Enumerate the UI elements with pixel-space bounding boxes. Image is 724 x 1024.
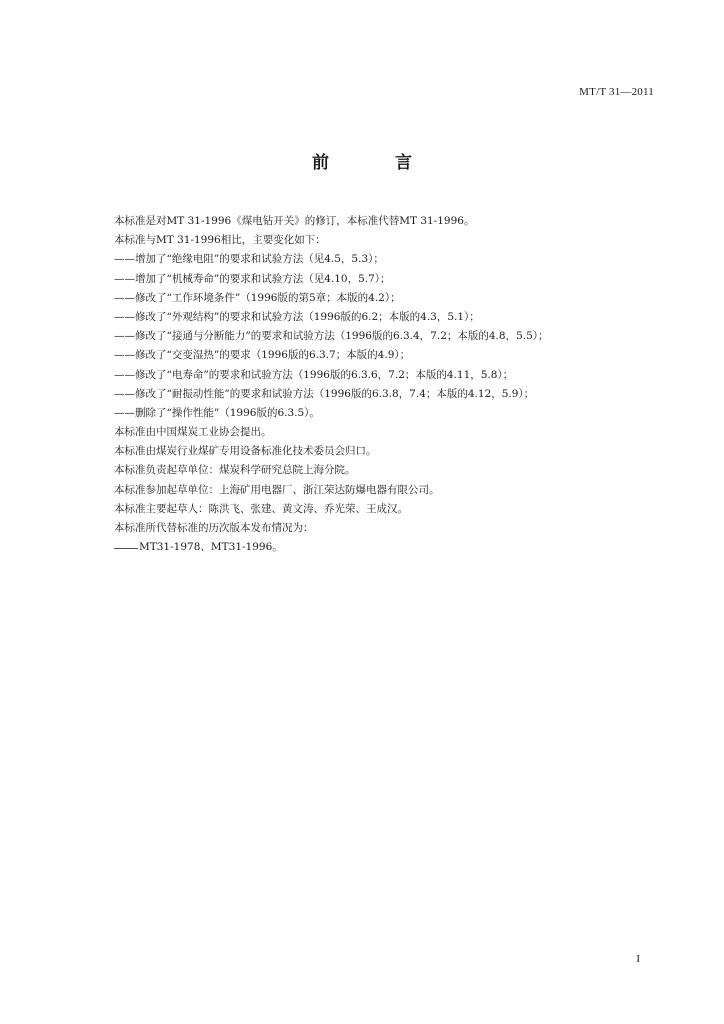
paragraph-line: 本标准是对MT 31-1996《煤电钻开关》的修订，本标准代替MT 31-1996。: [114, 215, 475, 227]
paragraph-line: 本标准与MT 31-1996相比，主要变化如下：: [114, 234, 326, 247]
paragraph-line: 本标准由煤炭行业煤矿专用设备标准化技术委员会归口。: [114, 445, 377, 458]
change-list-item: ——修改了“交变湿热”的要求（1996版的6.3.7；本版的4.9）；: [114, 349, 411, 362]
change-list-item: ——修改了“工作环境条件”（1996版的第5章；本版的4.2）；: [114, 291, 401, 304]
history-versions: MT31-1978、MT31-1996。: [139, 541, 283, 554]
change-list-item: ——修改了“外观结构”的要求和试验方法（1996版的6.2；本版的4.3，5.1）；: [114, 310, 480, 323]
paragraph-line: 本标准负责起草单位：煤炭科学研究总院上海分院。: [114, 464, 356, 477]
change-list-item: ——修改了“接通与分断能力”的要求和试验方法（1996版的6.3.4，7.2；本版的4.8，5.5）；: [114, 330, 549, 343]
change-list-item: ——修改了“耐振动性能”的要求和试验方法（1996版的6.3.8，7.4；本版的4.12，5.9）；: [114, 387, 535, 400]
change-list-item: ——修改了“电寿命”的要求和试验方法（1996版的6.3.6，7.2；本版的4.11，5.8）；: [114, 368, 514, 381]
history-versions-line: [114, 538, 659, 557]
paragraph-line: 本标准由中国煤炭工业协会提出。: [114, 426, 272, 439]
paragraph-line: 本标准参加起草单位：上海矿用电器厂、浙江荣达防爆电器有限公司。: [114, 483, 440, 496]
paragraph-line: 本标准所代替标准的历次版本发布情况为：: [114, 522, 314, 534]
foreword-body: [114, 212, 659, 557]
em-dash-rule: [114, 548, 138, 549]
document-code-header: MT/T 31—2011: [579, 86, 654, 98]
change-list-item: ——删除了“操作性能”（1996版的6.3.5）。: [114, 406, 320, 419]
change-list-item: ——增加了“绝缘电阻”的要求和试验方法（见4.5，5.3）；: [114, 253, 384, 266]
page-title: 前 言: [312, 153, 442, 173]
paragraph-line: 本标准主要起草人：陈洪飞、张建、黄文涛、乔光荣、王成汉。: [114, 502, 408, 515]
change-list-item: ——增加了“机械寿命”的要求和试验方法（见4.10，5.7）；: [114, 272, 391, 285]
page-number: I: [636, 953, 640, 965]
